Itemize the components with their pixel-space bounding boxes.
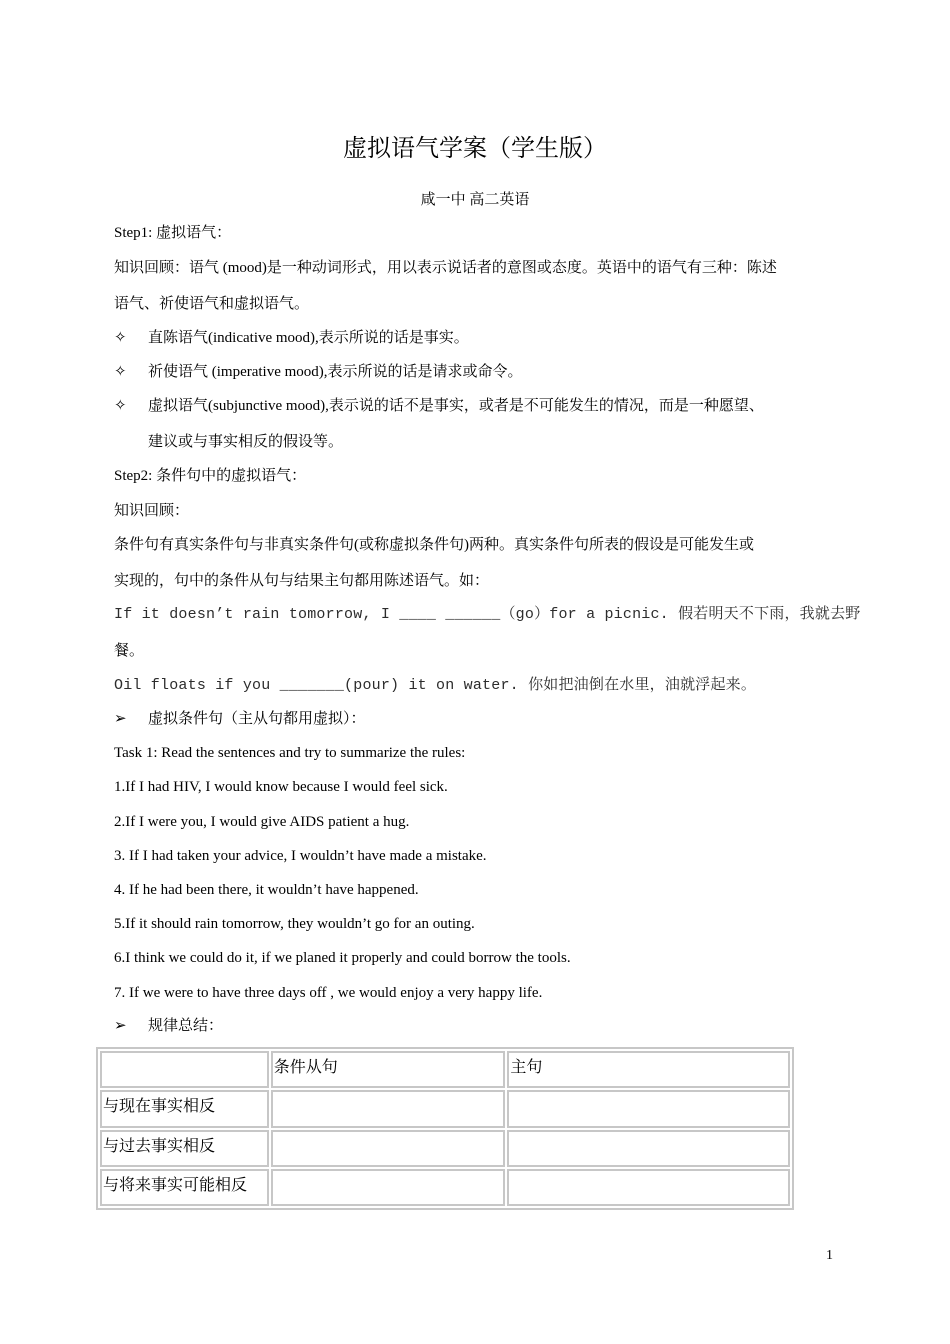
review-paragraph-1b: 语气、祈使语气和虚拟语气。 — [114, 296, 310, 312]
arrow-bullet-icon: ➢ — [114, 1018, 127, 1034]
conditional-paragraph-a: 条件句有真实条件句与非真实条件句(或称虚拟条件句)两种。真实条件句所表的假设是可能发生或 — [114, 537, 754, 553]
table-row-label: 与现在事实相反 — [100, 1090, 269, 1127]
diamond-bullet-icon: ✧ — [114, 330, 127, 346]
table-header-cell: 主句 — [507, 1051, 790, 1088]
example-sentence-1a: If it doesn’t rain tomorrow, I ____ ______（go）for a picnic. 假若明天不下雨，我就去野 — [114, 606, 861, 623]
table-row-label: 与过去事实相反 — [100, 1130, 269, 1167]
task1-instruction: Task 1: Read the sentences and try to summarize the rules: — [114, 745, 466, 761]
diamond-bullet-icon: ✧ — [114, 398, 127, 414]
sentence-6: 6.I think we could do it, if we planed it properly and could borrow the tools. — [114, 950, 571, 966]
table-cell[interactable] — [507, 1090, 790, 1127]
review-label-2: 知识回顾： — [114, 503, 190, 519]
page-subtitle: 咸一中 高二英语 — [420, 192, 530, 208]
step1-heading: Step1: 虚拟语气： — [114, 225, 232, 241]
arrow-bullet-icon: ➢ — [114, 711, 127, 727]
table-cell[interactable] — [271, 1090, 506, 1127]
table-row — [100, 1130, 790, 1167]
diamond-bullet-icon: ✧ — [114, 364, 127, 380]
step2-heading: Step2: 条件句中的虚拟语气： — [114, 468, 307, 484]
subjunctive-conditional-heading: 虚拟条件句（主从句都用虚拟）： — [148, 711, 366, 727]
bullet-subjunctive-b: 建议或与事实相反的假设等。 — [148, 434, 344, 450]
table-header-row — [100, 1051, 790, 1088]
conditional-paragraph-b: 实现的，句中的条件从句与结果主句都用陈述语气。如： — [114, 573, 490, 589]
sentence-7: 7. If we were to have three days off , we would enjoy a very happy life. — [114, 985, 543, 1001]
example-sentence-2: Oil floats if you _______(pour) it on water. 你如把油倒在水里，油就浮起来。 — [114, 677, 757, 694]
table-cell[interactable] — [271, 1130, 506, 1167]
sentence-5: 5.If it should rain tomorrow, they wouldn’t go for an outing. — [114, 916, 475, 932]
bullet-indicative: 直陈语气(indicative mood),表示所说的话是事实。 — [148, 330, 469, 346]
table-cell[interactable] — [507, 1130, 790, 1167]
example-sentence-1b: 餐。 — [114, 643, 145, 659]
bullet-subjunctive-a: 虚拟语气(subjunctive mood),表示说的话不是事实，或者是不可能发生的情况，而是一种愿望、 — [148, 398, 764, 414]
table-cell[interactable] — [271, 1169, 506, 1206]
review-paragraph-1a: 知识回顾：语气 (mood)是一种动词形式，用以表示说话者的意图或态度。英语中的语气有三种：陈述 — [114, 260, 777, 276]
table-header-cell — [100, 1051, 269, 1088]
table-row-label: 与将来事实可能相反 — [100, 1169, 269, 1206]
table-row — [100, 1169, 790, 1206]
rules-summary-table — [96, 1047, 794, 1210]
sentence-1: 1.If I had HIV, I would know because I would feel sick. — [114, 779, 448, 795]
table-header-cell: 条件从句 — [271, 1051, 506, 1088]
sentence-3: 3. If I had taken your advice, I wouldn’t have made a mistake. — [114, 848, 487, 864]
page-number: 1 — [826, 1248, 833, 1263]
page-title: 虚拟语气学案（学生版） — [343, 136, 607, 162]
rules-summary-heading: 规律总结： — [148, 1018, 224, 1034]
sentence-4: 4. If he had been there, it wouldn’t have happened. — [114, 882, 419, 898]
bullet-imperative: 祈使语气 (imperative mood),表示所说的话是请求或命令。 — [148, 364, 523, 380]
sentence-2: 2.If I were you, I would give AIDS patient a hug. — [114, 814, 410, 830]
table-cell[interactable] — [507, 1169, 790, 1206]
table-row — [100, 1090, 790, 1127]
